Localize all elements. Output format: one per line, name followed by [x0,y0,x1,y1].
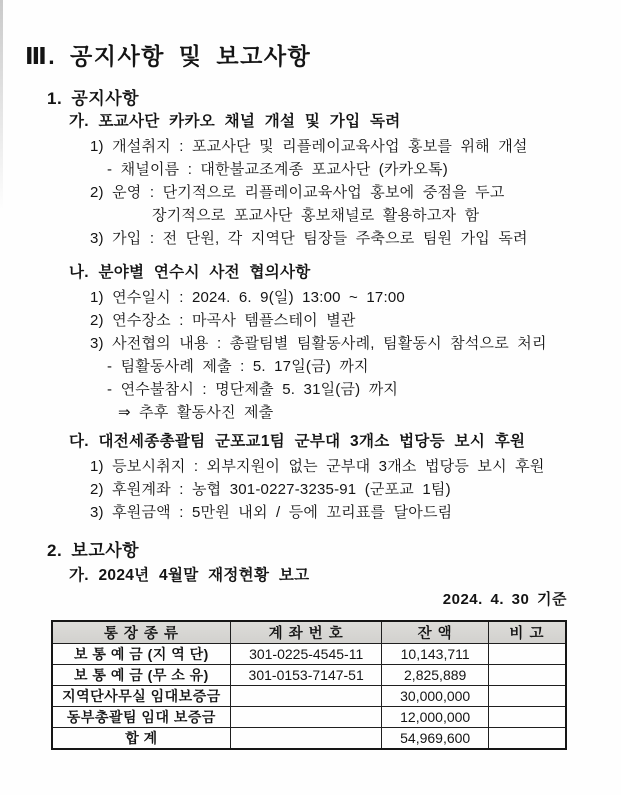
scan-artifact [0,0,3,210]
as-of-date: 2024. 4. 30 기준 [442,591,567,608]
finance-table [51,620,567,750]
list-item: 1) 연수일시 : 2024. 6. 9(일) 13:00 ~ 17:00 [90,289,405,306]
table-row [52,665,566,686]
cell-balance: 2,825,889 [382,665,488,686]
table-row [52,707,566,728]
cell-account-number: 301-0225-4545-11 [230,644,382,665]
subsection-heading-1a: 가. 포교사단 카카오 채널 개설 및 가입 독려 [69,113,401,130]
list-item: 1) 개설취지 : 포교사단 및 리플레이교육사업 홍보를 위해 개설 [90,138,528,155]
cell-total-balance: 54,969,600 [382,728,488,750]
list-item: 2) 후원계좌 : 농협 301-0227-3235-91 (군포교 1팀) [90,481,451,498]
subsection-1b-lines [0,286,621,424]
list-item: 3) 사전협의 내용 : 총괄팀별 팀활동사례, 팀활동시 참석으로 처리 [90,335,547,352]
cell-account-type: 보 통 예 금 (지 역 단) [52,644,230,665]
subsection-1c-lines [0,455,621,524]
cell-note [488,644,566,665]
section-heading-1: 1. 공지사항 [47,89,140,108]
cell-account-number [230,707,382,728]
subsection-heading-2a: 가. 2024년 4월말 재정현황 보고 [69,567,310,584]
column-header-account-type: 통 장 종 류 [52,621,230,644]
table-row-total [52,728,566,750]
subsection-1a-lines [0,135,621,250]
cell-note [488,686,566,707]
list-item: - 채널이름 : 대한불교조계종 포교사단 (카카오톡) [107,161,448,178]
cell-balance: 10,143,711 [382,644,488,665]
table-row [52,644,566,665]
cell-account-type: 보 통 예 금 (무 소 유) [52,665,230,686]
table-header-row [52,621,566,644]
cell-total-label: 합 계 [52,728,230,750]
list-item: 3) 가입 : 전 단원, 각 지역단 팀장들 주축으로 팀원 가입 독려 [90,230,528,247]
cell-note [488,728,566,750]
subsection-heading-1b: 나. 분야별 연수시 사전 협의사항 [69,264,311,281]
list-item: - 팀활동사례 제출 : 5. 17일(금) 까지 [107,358,369,375]
list-item: 2) 운영 : 단기적으로 리플레이교육사업 홍보에 중점을 두고 [90,184,505,201]
list-item: 1) 등보시취지 : 외부지원이 없는 군부대 3개소 법당등 보시 후원 [90,458,545,475]
cell-account-type: 동부총괄팀 임대 보증금 [52,707,230,728]
list-item: 2) 연수장소 : 마곡사 템플스테이 별관 [90,312,356,329]
list-item: - 연수불참시 : 명단제출 5. 31일(금) 까지 [107,381,399,398]
cell-account-number: 301-0153-7147-51 [230,665,382,686]
list-item-continuation: 장기적으로 포교사단 홍보채널로 활용하고자 함 [152,207,480,224]
column-header-account-number: 계 좌 번 호 [230,621,382,644]
section-heading-2: 2. 보고사항 [47,541,140,560]
list-item-arrow: ⇒ 추후 활동사진 제출 [118,404,274,421]
cell-balance: 30,000,000 [382,686,488,707]
table-row [52,686,566,707]
list-item: 3) 후원금액 : 5만원 내외 / 등에 꼬리표를 달아드림 [90,504,453,521]
page-title: Ⅲ. 공지사항 및 보고사항 [25,43,312,69]
cell-account-type: 지역단사무실 임대보증금 [52,686,230,707]
column-header-balance: 잔 액 [382,621,488,644]
cell-note [488,665,566,686]
subsection-heading-1c: 다. 대전세종총괄팀 군포교1팀 군부대 3개소 법당등 보시 후원 [69,433,526,450]
cell-account-number [230,728,382,750]
cell-account-number [230,686,382,707]
column-header-note: 비 고 [488,621,566,644]
cell-balance: 12,000,000 [382,707,488,728]
cell-note [488,707,566,728]
